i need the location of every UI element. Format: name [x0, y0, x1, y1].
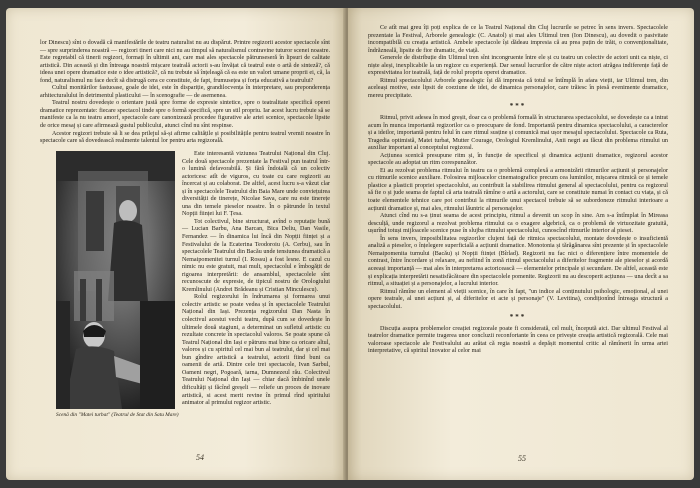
- paragraph: Atunci cînd nu s-a ținut seama de acest principiu, ritmul a devenit un scop în sine. Am s-a întîmplat în Mireasa desculță, unde regizorul a rezolvat problema ritmului ca o exagere algebrică, ca o problemă de virtuozitate gratuită, ușurînd totuși mijloacele scenice puse în slujba ritmului spectacolului, cunoscînd ritmurile interior al piesei.: [368, 213, 668, 235]
- paragraph: lor Dinescu) sînt o dovadă că manifestările de teatru naturalist nu au dispărut. Printre regizorii acestor spectacole sînt — spre surprinderea noastră — regizori tineri care nici nu au timpul să naturalismul contravine tuturor scenei noastre. Este regretabil că tinerii regizori, formați în ultimii ani, care mai ales spectacole pătrunseseră în lipsuri de calitate artistică. Din această și din întreaga noastră mișcare teatrală actorii s-au învățat că teatrul este o artă de sinteză?, că ideea unei opere dramatice este o idee artistică?, că nu trebuie să înțeleagă că ea este un valori umane proprii ei, că, la fond, naturalismul nu face decît să distrugă cera ce constituie, de fapt, frumusețea și forța educativă a teatrului?: [40, 40, 330, 84]
- paragraph: Teatrul nostru dovedește o orientare justă spre forme de expresie sintetice, spre o teatralitate specifică operei dramatice reprezentate: fiecare spectacol tinde spre o formă specifică, spre un stil propriu. Iar acest lucru trebuie să se manifeste ca la nu teatru amorf, spectacole care canonizează procedee figurative ale artei scenice, spectacole lipsite de orice mesaj și care afirmează gustul publicului, atunci cînd nu sînt respinse.: [40, 100, 330, 130]
- paragraph: Discuția asupra problemelor creației regizorale poate fi considerată, cel mult, începută aici. Dar ultimul Festival al teatrelor dramatice permite tragerea unor concluzii reconfortante în ceea ce privește creația artistică regizorală. Cele mai valoroase spectacole ale Festivalului au arătat că regia noastră a depășit momentul critic al rămînerii în urma artei interpretative, că spiritul inovator al celor mai: [368, 325, 668, 355]
- paragraph: În sens invers, imposibilitatea regizorilor clujeni față de ritmica spectacolului, montate dovedește o insuficientă analiză a pieselor, o înțelegere superficială a acțiunii dramatice. Monotonia și tărăgănarea sînt prezente și în spectacolele Nemaipomenita turnului (Bacău) și Nopții ființei (Bîrlad). Regizorii nu fac nici o diferențiere între momentele de contrast, între încordare și relaxare, au nefiind în zonă ritmul spectacolului a diferitelor fragmente ale pieselor și acordă aceeași importanță — mai ales în interpretarea actoricească — elementelor principale și secundare. De altfel, această este și explicația interpretării nesatisfăcătoare din spectacolele pomenite. Regizorii nu au descoperit acțiunea — una decît a sa ritmul, a situației și a personajelor, a lucrului interior.: [368, 235, 668, 288]
- paragraph: Rolul regizorului în îndrumarea și formarea unui colectiv artistic se poate vedea și în spectacolele Teatrului Național din Iași. Prezența regizorului Dan Nasta în colectivul acestui vechi teatru, după cum se dovedește în ultimele două stagiuni, a determinat un sufletul artistic cu rezultate concrete în spectacolul valoros. Se poate spune că Teatrul Național din Iași e pătruns mai bine ca oricare altul, valoros și cu spiritul cel mai bun al teatrului, dar și cel mai bun gîndire artistică a teatrului, actorii fiind buni ca oamenii de artă. Dintre cele trei spectacole, Ivan Sarbul, Oameni negri, Pogoară, iarna, Dumnezeul rău. Colectivul Teatrului Național din Iași — chiar dacă îmbinînd unele dificultăți și făcînd greșeli — reliefe un proces de inovare artistică, si acest merit revine în primul rînd spiritului animator al primului regizor artistic.: [182, 294, 330, 407]
- page-number-right: 55: [518, 454, 526, 463]
- paragraph: Este interesantă viziunea Teatrului Național din Cluj. Cele două spectacole prezentate la Festival pun teatrul într-o lumină defavorabilă. Și fără îndoială că un colectiv actoricesc atît de viguros, cu toate cu care regizorii au încercat și au colaborat. De altfel, acest lucru s-a văzut clar și în spectacolele Teatrului din Baia Mare unde conviețuirea diversității de tinerețe, Nicolae Sava, care nu este tinerețe una din temele pieselor noastre. În o pătrunde în textul Nopții ființei lui F. Țesa.: [182, 151, 330, 218]
- photo-caption: Scenă din "Matei turbat" (Teatrul de Stat din Satu Mare): [56, 412, 179, 418]
- stage-photo-image: [56, 151, 175, 409]
- paragraph: Cultul monitărilor fastuoase, goale de idei, este în dispariție, grandilocvența în interpretare, sau preponderența arhitecturalului în detrimentul plasticului — în scenografie — de asemenea.: [40, 85, 330, 99]
- paragraph: Ritmul, privit adesea în mod greșit, doar ca o problemă formală în structurarea spectacolului, se dovedește ca a intrat acum în munca importantă regizorilor ca o preocupare de fond. Importantă pentru dinamica spectacolului, a caracterelor și a ideilor, importantă pentru felul în care ritmul susține și comunică mai ușor mesajul spectacolului. Spectacole ca Ruta, Tragedia optimistă, Matei turbat, Mutter Courage, Orologiul Kremlinului, Anii negri au făcut din problema ritmului un auxiliar important al conceptului regizoral.: [368, 115, 668, 152]
- paragraph: Generele de distribuție din Ultimul tren sînt incongruente între ele și cu teatru un colectiv de actori unit ca niște, ci niște aleși, inexplicabile la un regizor cu experiență. Dar sensul lucrurilor de către niște actori atrăgea indiferențe față de expresivitatea lor teatrală, față de rolul propriu operei dramatice.: [368, 55, 668, 77]
- paragraph: Ritmul spectacolului Arborele genealogic își dă impresia că totul se întîmplă în afara vieții, iar Ultimul tren, din aceleași motive, este lipsit de coeziune de idei, de dinamica personajelor, care trăiesc în piesă evenimente dramatice, mereu precipitate.: [368, 77, 668, 99]
- paragraph: Ritmul rămîne un element al vieții scenice, în care în fapt, "un indice al conținutului psihologic, emoțional, al unei opere teatrale, al unei acțiuni și, al diferitelor ei acte și personaje" (V. Levitina), condiționînd întreaga structură a spectacolului.: [368, 288, 668, 310]
- section-separator: ***: [509, 102, 527, 111]
- page-number-left: 54: [196, 453, 204, 462]
- stage-photo: [56, 151, 175, 409]
- section-separator: ***: [509, 313, 527, 322]
- left-page: [6, 8, 346, 480]
- left-top-text: [40, 40, 330, 146]
- paragraph: Ce atît mai greu îți poți explica de ce la Teatrul Național din Cluj lucrurile se petrec în sens invers. Spectacolele prezentate la Festival, Arborele genealogic (C. Anatol) și mai ales Ultimul tren (Ion Dinescu), au dovedit o pasivitate incompatibilă cu creația artistică. Ambele spectacole își dădeau impresia că au prea puțin de trăit, o convenționalitate, îndrăzneală, lipsite de fior dramatic, de viață.: [368, 25, 668, 54]
- right-page: [348, 8, 694, 480]
- right-text: [368, 25, 668, 356]
- left-narrow-text: [182, 151, 330, 408]
- paragraph: Acestor regizori trebuie să li se dea prilejul să-și afirme calitățile și posibilitățile pentru teatrul vremii noastre în spectacole care să dovedească realmente talentul lor pentru arta regizorală.: [40, 130, 330, 145]
- paragraph: Tot colectivul, bine structurat, avînd o reputație bună — Lucian Barbu, Ana Barcan, Bica Deliu, Dan Vasile, Fernandez — în dinamica lui încă din Nopții ființei și a Festivalului de la Ecaterina Teodoroiu (A. Cerbu), sau în spectacolele Teatrului din Bacău unde tensiunea dramatică a Nemaipomenitei turnul (I. Rossu) a fost lesne. E cazul cu nimic nu este gratuit, mai mult, spectacolul e îmbogățit de rigoarea interpretării: de ansamblul, spectacolele sînt recunoscute de expresie, de tipicul nostru de Orologiului Kremlinului (Andrei Brădeanu și Cristian Minculescu).: [182, 218, 331, 293]
- paragraph: Ei au rezolvat problema ritmului în teatru ca o problemă complexă a armonizării ritmurilor acțiunii și personajelor cu ritmurile scenice auxiliare. Folosirea mijloacelor cinematografice precum cea luminilor, mișcarea ritmică ce și temele plastice a plasticii propriei spectacolului, au contribuit la stabilirea ritmului general al spectacolului, pentru ca regizorul să fie o și jude seama de faptul că arta teatrală rămîne o artă a actorului, care se constituie numai în contact cu viața, și că toate elementele tehnice care pot contribui la ritmurile unui spectacol trebuie să se subordoneze ritmului interioare a acțiunii dramatice și, mai ales, ritmului lăuntric al personajelor.: [368, 167, 668, 212]
- paragraph: Acțiunea scenică presupune ritm și, în funcție de specificul și dinamica acțiunii dramatice, regizorul acestor spectacole au adoptat un ritm corespunzător.: [368, 152, 668, 167]
